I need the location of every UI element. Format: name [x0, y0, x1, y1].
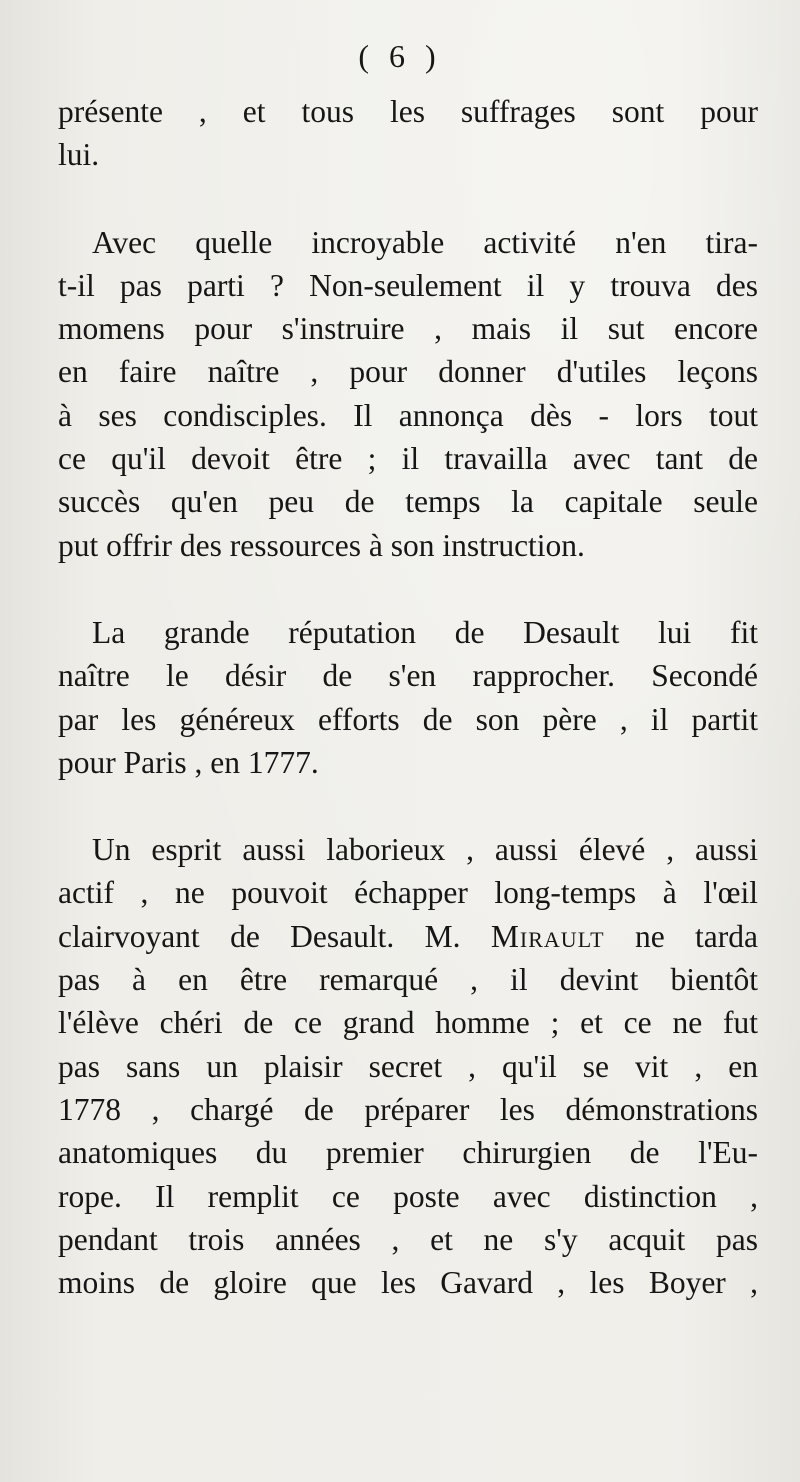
text-line-with-name	[58, 915, 758, 958]
text-line: moins de gloire que les Gavard , les Boyer ,	[58, 1265, 758, 1301]
text-line: La grande réputation de Desault lui fit	[92, 614, 758, 650]
text-fragment: clairvoyant de Desault. M.	[58, 918, 461, 954]
body-text	[58, 90, 758, 1304]
text-line: en faire naître , pour donner d'utiles leçons	[58, 354, 758, 390]
text-line: succès qu'en peu de temps la capitale seule	[58, 484, 758, 520]
text-line: pas sans un plaisir secret , qu'il se vit , en	[58, 1048, 758, 1084]
paragraph-3	[58, 611, 758, 784]
text-fragment: ne tarda	[604, 918, 758, 954]
text-line: naître le désir de s'en rapprocher. Secondé	[58, 658, 758, 694]
text-line: anatomiques du premier chirurgien de l'Eu-	[58, 1135, 758, 1171]
paragraph-1	[58, 90, 758, 177]
text-line: lui.	[58, 137, 100, 173]
text-line: ce qu'il devoit être ; il travailla avec tant de	[58, 441, 758, 477]
text-line: Avec quelle incroyable activité n'en tira-	[92, 224, 758, 260]
text-line: l'élève chéri de ce grand homme ; et ce ne fut	[58, 1005, 758, 1041]
page-number: ( 6 )	[358, 38, 442, 74]
text-line: rope. Il remplit ce poste avec distinction ,	[58, 1178, 758, 1214]
paragraph-2	[58, 221, 758, 567]
person-name: Mirault	[490, 918, 605, 954]
text-line: Un esprit aussi laborieux , aussi élevé , aussi	[92, 832, 758, 868]
text-line: par les généreux efforts de son père , il partit	[58, 701, 758, 737]
text-line: à ses condisciples. Il annonça dès - lors tout	[58, 397, 758, 433]
paragraph-4	[58, 828, 758, 1304]
text-line: 1778 , chargé de préparer les démonstrations	[58, 1091, 758, 1127]
text-line: momens pour s'instruire , mais il sut encore	[58, 311, 758, 347]
text-line: présente , et tous les suffrages sont pour	[58, 94, 758, 129]
text-line: actif , ne pouvoit échapper long-temps à l'œil	[58, 875, 758, 911]
text-line: pas à en être remarqué , il devint bientôt	[58, 962, 758, 998]
text-line: t-il pas parti ? Non-seulement il y trouva des	[58, 267, 758, 303]
text-line: pour Paris , en 1777.	[58, 744, 319, 780]
text-line: pendant trois années , et ne s'y acquit pas	[58, 1221, 758, 1257]
text-line: put offrir des ressources à son instruction.	[58, 527, 585, 563]
